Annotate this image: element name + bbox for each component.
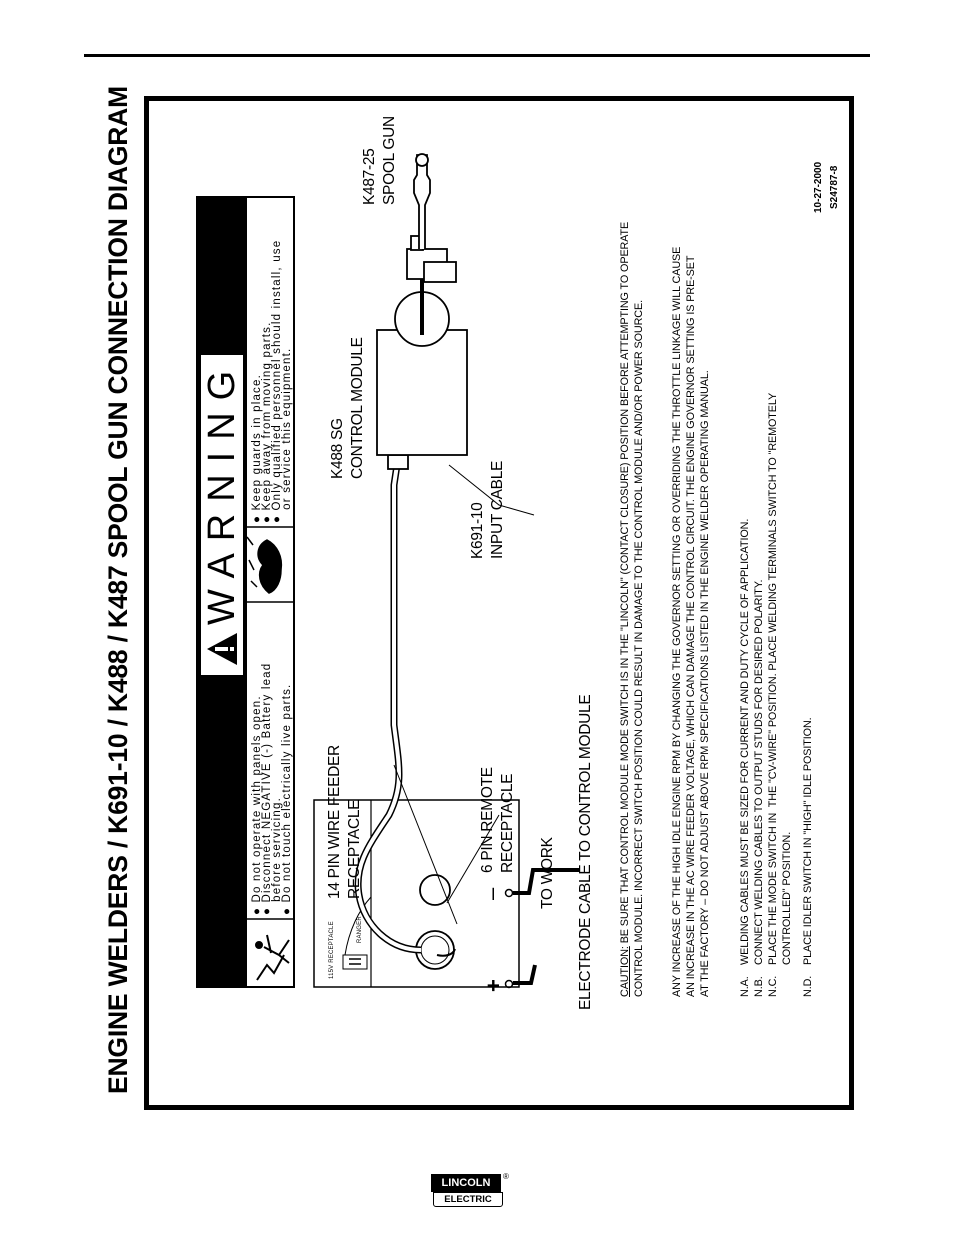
rpm-line-2: AN INCREASE IN THE AC WIRE FEEDER VOLTAGE, WHICH CAN DAMAGE THE CONTROL CIRCUIT. THE ENGINE GOVERNOR SETTING IS PRE-SET: [685, 255, 697, 997]
remote-label-2: RECEPTACLE: [499, 773, 516, 873]
electrode-label: ELECTRODE CABLE TO CONTROL MODULE: [577, 694, 594, 1010]
note-na-key: N.A.: [739, 976, 751, 997]
caution-line-1: [619, 222, 633, 997]
input-cable-label-2: INPUT CABLE: [489, 460, 506, 559]
warning-left-line-3: before servicing.: [271, 797, 283, 915]
warning-heading: WARNING: [201, 358, 243, 625]
spool-gun-label-2: SPOOL GUN: [381, 116, 398, 205]
lincoln-electric-logo: [431, 1174, 511, 1207]
warning-right-line-1: ● Keep guards in place.: [251, 374, 263, 523]
note-na-text: WELDING CABLES MUST BE SIZED FOR CURRENT AND DUTY CYCLE OF APPLICATION.: [739, 518, 751, 965]
warning-left-line-1: ● Do not operate with panels open.: [251, 695, 263, 915]
diagram-rotated: [149, 101, 849, 1105]
logo-top: LINCOLN: [431, 1174, 501, 1192]
caution-line-2: CONTROL MODULE. INCORRECT SWITCH POSITION COULD RESULT IN DAMAGE TO THE CONTROL MODULE AND/OR POWER SOURCE.: [633, 300, 645, 997]
wire-feeder-label-2: RECEPTACLE: [346, 799, 363, 899]
warning-right-line-3: ● Only qualified personnel should install, use: [271, 239, 283, 523]
caution-heading: CAUTION:: [619, 946, 631, 997]
drawing-number: S24787-8: [829, 165, 840, 209]
note-nc-key: N.C.: [767, 975, 779, 997]
note-nc-text-2: CONTROLLED" POSITION.: [781, 831, 793, 965]
warning-left-line-2: ● Disconnect NEGATIVE (-) Battery lead: [261, 662, 273, 915]
module-label-2: CONTROL MODULE: [349, 337, 366, 479]
note-nb-text: CONNECT WELDING CABLES TO OUTPUT STUDS FOR DESIRED POLARITY.: [753, 579, 765, 965]
logo-registered: ®: [503, 1172, 509, 1181]
drawing-date: 10-27-2000: [813, 161, 824, 213]
minus-sign: –: [479, 887, 504, 900]
plus-sign: +: [481, 979, 506, 992]
rpm-line-3: AT THE FACTORY – DO NOT ADJUST ABOVE RPM SPECIFICATIONS LISTED IN THE ENGINE WELDER OPERATING MANUAL.: [699, 370, 711, 997]
note-nd-text: PLACE IDLER SWITCH IN "HIGH" IDLE POSITION.: [802, 717, 814, 965]
logo-bottom: ELECTRIC: [433, 1192, 503, 1207]
module-label-1: K488 SG: [329, 418, 346, 479]
warning-right-line-2: ● Keep away from moving parts.: [261, 321, 273, 523]
spool-gun: [395, 154, 456, 346]
warning-right-line-4: or service this equipment.: [281, 347, 293, 523]
note-nb-key: N.B.: [753, 976, 765, 997]
note-nc-text: PLACE THE MODE SWITCH IN THE "CV-WIRE" POSITION. PLACE WELDING TERMINALS SWITCH TO "REMOTELY: [767, 392, 779, 965]
top-rule: [84, 54, 870, 57]
note-nd-key: N.D.: [802, 975, 814, 997]
caution-text-1: BE SURE THAT CONTROL MODULE MODE SWITCH IS IN THE "LINCOLN" (CONTACT CLOSURE) POSITION BEFORE ATTEMPTING TO OPERATE: [619, 221, 631, 947]
remote-label-1: 6 PIN REMOTE: [479, 767, 496, 873]
wire-feeder-label-1: 14 PIN WIRE FEEDER: [326, 745, 343, 899]
diagram-frame: [144, 96, 854, 1110]
spool-gun-label-1: K487-25: [361, 148, 378, 205]
rpm-line-1: ANY INCREASE OF THE HIGH IDLE ENGINE RPM BY CHANGING THE GOVERNOR SETTING OR OVERRIDING THE THROTTLE LINKAGE WILL CAUSE: [671, 246, 683, 997]
page-title: ENGINE WELDERS / K691-10 / K488 / K487 SPOOL GUN CONNECTION DIAGRAM: [103, 85, 133, 1094]
input-cable-label-1: K691-10: [469, 502, 486, 559]
ranger-label: RANGER: [357, 916, 363, 943]
to-work-label: TO WORK: [539, 837, 556, 909]
receptacle-label: 115V RECEPTACLE: [329, 921, 335, 979]
warning-left-line-4: ● Do not touch electrically live parts.: [281, 683, 293, 915]
